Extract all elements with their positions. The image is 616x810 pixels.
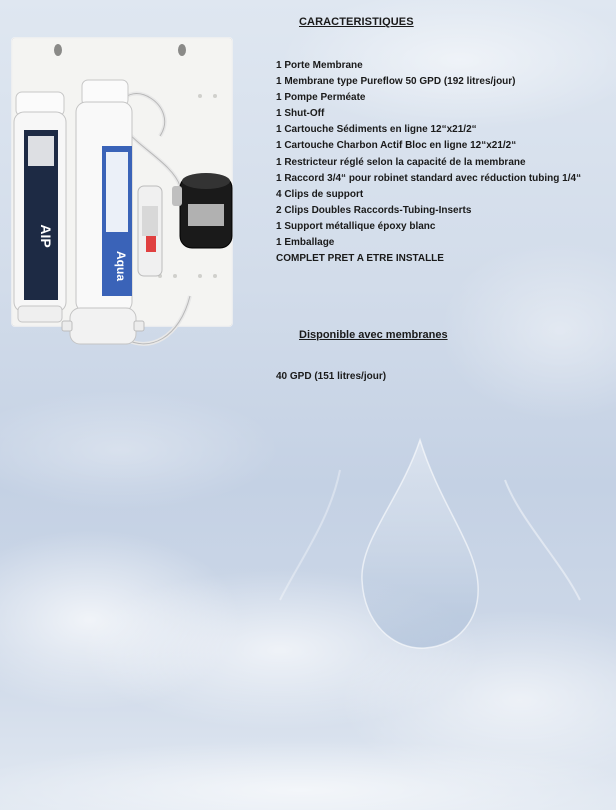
list-item: 2 Clips Doubles Raccords-Tubing-Inserts	[276, 204, 472, 216]
membrane-option: 40 GPD (151 litres/jour)	[276, 371, 387, 382]
list-item: 1 Emballage	[276, 237, 335, 249]
list-item: 1 Porte Membrane	[276, 60, 363, 71]
list-item: 1 Raccord 3/4“ pour robinet standard avec réduction tubing 1/4“	[276, 172, 582, 184]
list-item: 1 Support métallique époxy blanc	[276, 220, 436, 232]
list-item: 1 Pompe Perméate	[276, 92, 366, 104]
list-item: 1 Membrane type Pureflow 50 GPD (192 litres/jour)	[276, 76, 516, 88]
right-cartridge-label: Aqua	[114, 251, 128, 281]
section-title-available-membranes: Disponible avec membranes	[299, 329, 448, 341]
list-item: 1 Shut-Off	[276, 108, 325, 120]
feature-list	[276, 58, 581, 267]
water-drop-shape	[362, 440, 478, 648]
list-item: 4 Clips de support	[276, 188, 364, 200]
list-item: COMPLET PRET A ETRE INSTALLE	[276, 253, 444, 265]
left-cartridge-label: AIP	[38, 224, 54, 248]
list-item: 1 Cartouche Sédiments en ligne 12“x21/2“	[276, 124, 477, 136]
section-title-characteristics: CARACTERISTIQUES	[299, 16, 414, 28]
product-photo-reverse-osmosis-unit	[10, 36, 236, 372]
list-item: 1 Cartouche Charbon Actif Bloc en ligne 12“x21/2“	[276, 140, 517, 152]
list-item: 1 Restricteur réglé selon la capacité de la membrane	[276, 156, 526, 168]
